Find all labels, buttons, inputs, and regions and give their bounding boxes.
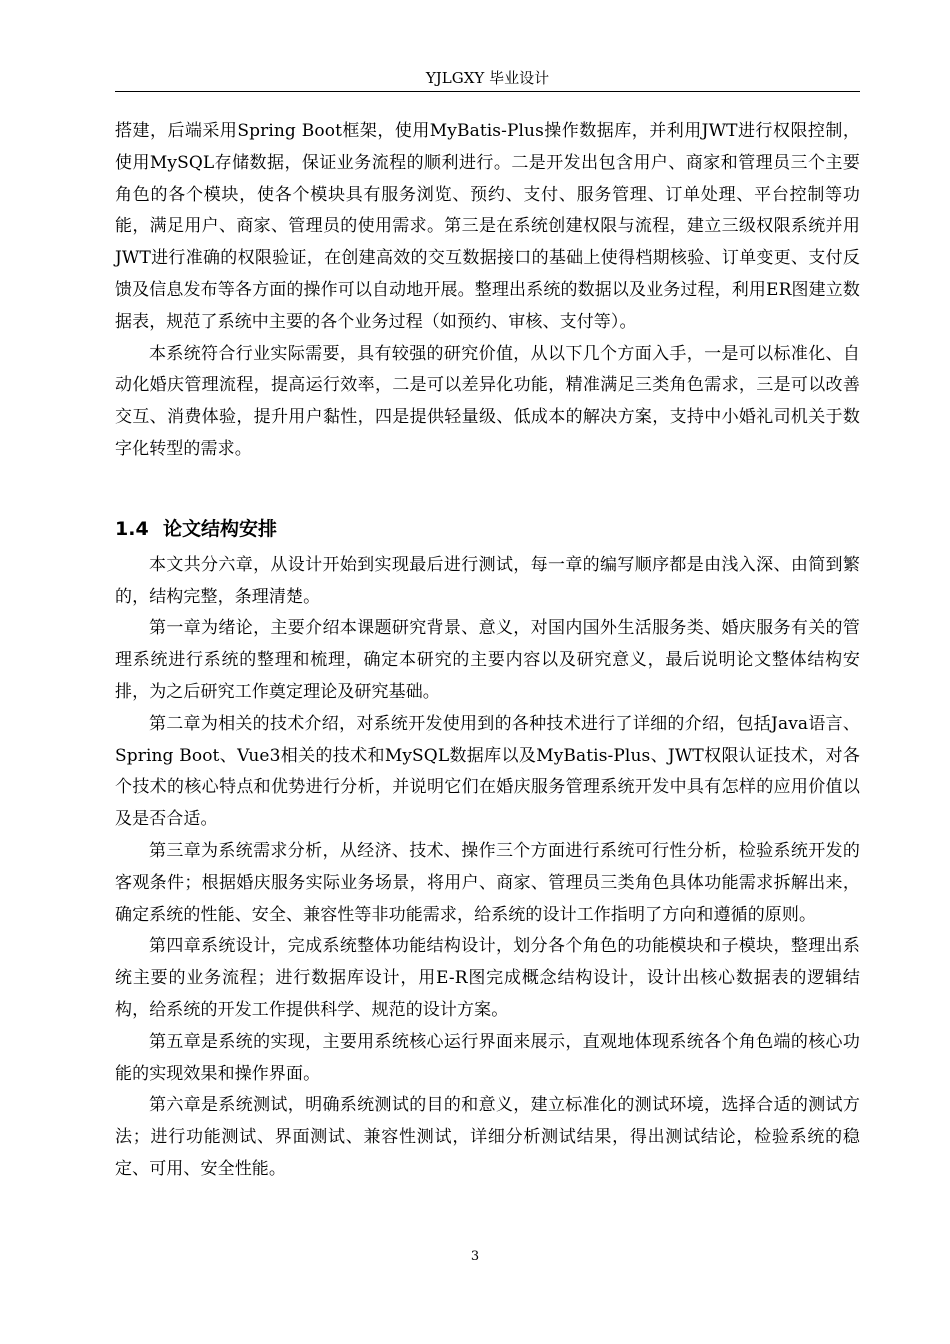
body-paragraph: 本系统符合行业实际需要，具有较强的研究价值，从以下几个方面入手，一是可以标准化、自动化婚庆管理流程，提高运行效率，二是可以差异化功能，精准满足三类角色需求，三是可以改善交互、消费体验，提升用户黏性，四是提供轻量级、低成本的解决方案，支持中小婚礼司机关于数字化转型的需求。 bbox=[115, 343, 860, 459]
body-paragraph: 第四章系统设计，完成系统整体功能结构设计，划分各个角色的功能模块和子模块，整理出系统主要的业务流程；进行数据库设计，用E-R图完成概念结构设计，设计出核心数据表的逻辑结构，给系统的开发工作提供科学、规范的设计方案。 bbox=[115, 936, 860, 1020]
body-paragraph: 第五章是系统的实现，主要用系统核心运行界面来展示，直观地体现系统各个角色端的核心功能的实现效果和操作界面。 bbox=[115, 1031, 860, 1084]
section-title: 论文结构安排 bbox=[163, 517, 278, 540]
page-body bbox=[115, 116, 860, 1186]
section-heading bbox=[115, 512, 860, 546]
body-paragraph: 第三章为系统需求分析，从经济、技术、操作三个方面进行系统可行性分析，检验系统开发的客观条件；根据婚庆服务实际业务场景，将用户、商家、管理员三类角色具体功能需求拆解出来，确定系统的性能、安全、兼容性等非功能需求，给系统的设计工作指明了方向和遵循的原则。 bbox=[115, 840, 860, 925]
body-paragraph: 搭建，后端采用Spring Boot框架，使用MyBatis-Plus操作数据库，并利用JWT进行权限控制，使用MySQL存储数据，保证业务流程的顺利进行。二是开发出包含用户、商家和管理员三个主要角色的各个模块，使各个模块具有服务浏览、预约、支付、服务管理、订单处理、平台控制等功能，满足用户、商家、管理员的使用需求。第三是在系统创建权限与流程，建立三级权限系统并用JWT进行准确的权限验证，在创建高效的交互数据接口的基础上使得档期核验、订单变更、支付反馈及信息发布等各方面的操作可以自动地开展。整理出系统的数据以及业务过程，利用ER图建立数据表，规范了系统中主要的各个业务过程（如预约、审核、支付等）。 bbox=[115, 121, 860, 332]
body-paragraph: 第二章为相关的技术介绍，对系统开发使用到的各种技术进行了详细的介绍，包括Java语言、Spring Boot、Vue3相关的技术和MySQL数据库以及MyBatis-Plus、JWT权限认证技术，对各个技术的核心特点和优势进行分析，并说明它们在婚庆服务管理系统开发中具有怎样的应用价值以及是否合适。 bbox=[115, 713, 860, 830]
page-number: 3 bbox=[470, 1249, 480, 1264]
body-paragraph: 本文共分六章，从设计开始到实现最后进行测试，每一章的编写顺序都是由浅入深、由简到繁的，结构完整，条理清楚。 bbox=[115, 554, 860, 607]
section-number: 1.4 bbox=[115, 517, 149, 540]
body-paragraph: 第六章是系统测试，明确系统测试的目的和意义，建立标准化的测试环境，选择合适的测试方法；进行功能测试、界面测试、兼容性测试，详细分析测试结果，得出测试结论，检验系统的稳定、可用、安全性能。 bbox=[115, 1095, 860, 1179]
header-divider bbox=[115, 91, 860, 92]
page-header: YJLGXY 毕业设计 bbox=[425, 69, 550, 87]
body-paragraph: 第一章为绪论，主要介绍本课题研究背景、意义，对国内国外生活服务类、婚庆服务有关的管理系统进行系统的整理和梳理，确定本研究的主要内容以及研究意义，最后说明论文整体结构安排，为之后研究工作奠定理论及研究基础。 bbox=[115, 618, 860, 702]
section-spacer bbox=[115, 466, 860, 512]
